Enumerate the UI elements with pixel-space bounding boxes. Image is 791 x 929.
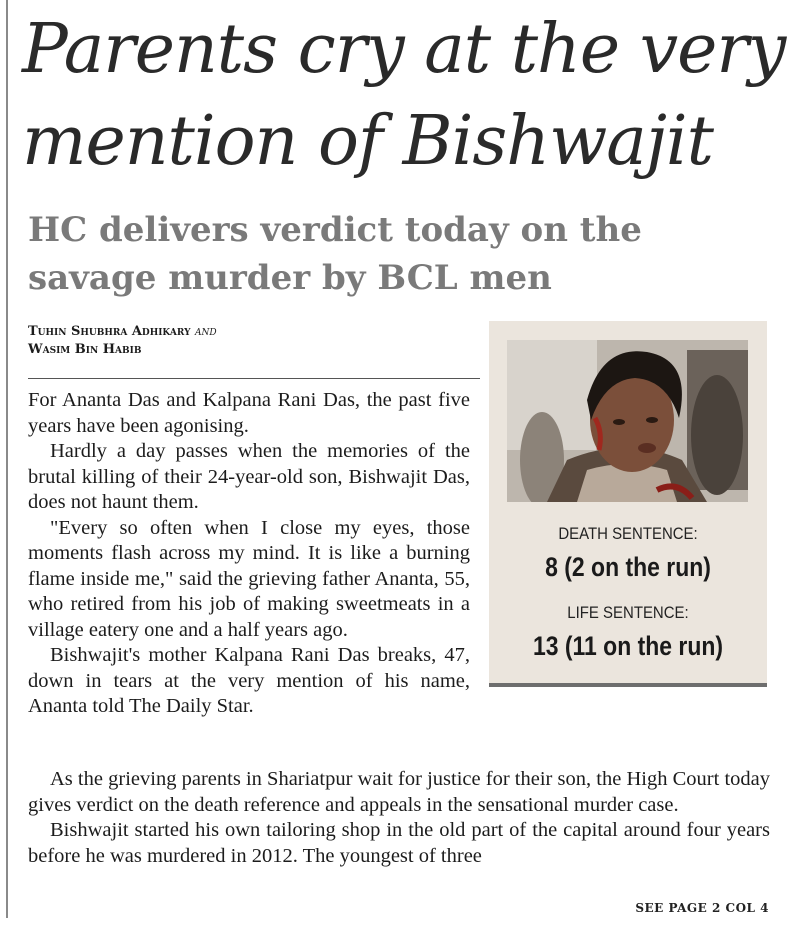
article-body-lower bbox=[28, 767, 770, 869]
byline bbox=[28, 323, 217, 359]
headline-line-2: mention of Bishwajit bbox=[22, 102, 713, 181]
life-sentence-label: LIFE SENTENCE: bbox=[567, 603, 689, 622]
death-sentence-value: 8 (2 on the run) bbox=[545, 552, 711, 582]
sentence-sidebar bbox=[489, 321, 767, 687]
photo-illustration bbox=[507, 340, 748, 502]
paragraph: Bishwajit started his own tailoring shop in the old part of the capital around four years before he was murdered in 2012. The youngest of three bbox=[28, 819, 770, 867]
subheadline-line-2: savage murder by BCL men bbox=[28, 258, 552, 298]
death-sentence-label: DEATH SENTENCE: bbox=[558, 524, 698, 543]
paragraph: Hardly a day passes when the memories of the brutal killing of their 24-year-old son, Bishwajit Das, does not haunt them. bbox=[28, 440, 470, 513]
subheadline bbox=[28, 206, 728, 302]
byline-divider bbox=[28, 378, 480, 379]
byline-author-1: Tuhin Shubhra Adhikary bbox=[28, 324, 191, 339]
continued-on-page: SEE PAGE 2 COL 4 bbox=[635, 901, 769, 915]
column-rule bbox=[6, 0, 8, 918]
victim-photo bbox=[507, 340, 748, 502]
paragraph: Bishwajit's mother Kalpana Rani Das breaks, 47, down in tears at the very mention of his name, Ananta told The Daily Star. bbox=[28, 644, 470, 717]
headline-line-1: Parents cry at the very bbox=[22, 10, 786, 89]
headline bbox=[22, 4, 787, 188]
byline-author-2: Wasim Bin Habib bbox=[28, 342, 142, 357]
paragraph: As the grieving parents in Shariatpur wait for justice for their son, the High Court today gives verdict on the death reference and appeals in the sensational murder case. bbox=[28, 768, 770, 816]
byline-conjunction: and bbox=[195, 324, 217, 339]
article-body-upper bbox=[28, 388, 470, 720]
paragraph: "Every so often when I close my eyes, those moments flash across my mind. It is like a burning flame inside me," said the grieving father Ananta, 55, who retired from his job of making sweetmeats in a village eatery one and a half years ago. bbox=[28, 516, 470, 641]
life-sentence-value: 13 (11 on the run) bbox=[532, 631, 724, 661]
paragraph: For Ananta Das and Kalpana Rani Das, the past five years have been agonising. bbox=[28, 389, 470, 437]
subheadline-line-1: HC delivers verdict today on the bbox=[28, 210, 642, 250]
